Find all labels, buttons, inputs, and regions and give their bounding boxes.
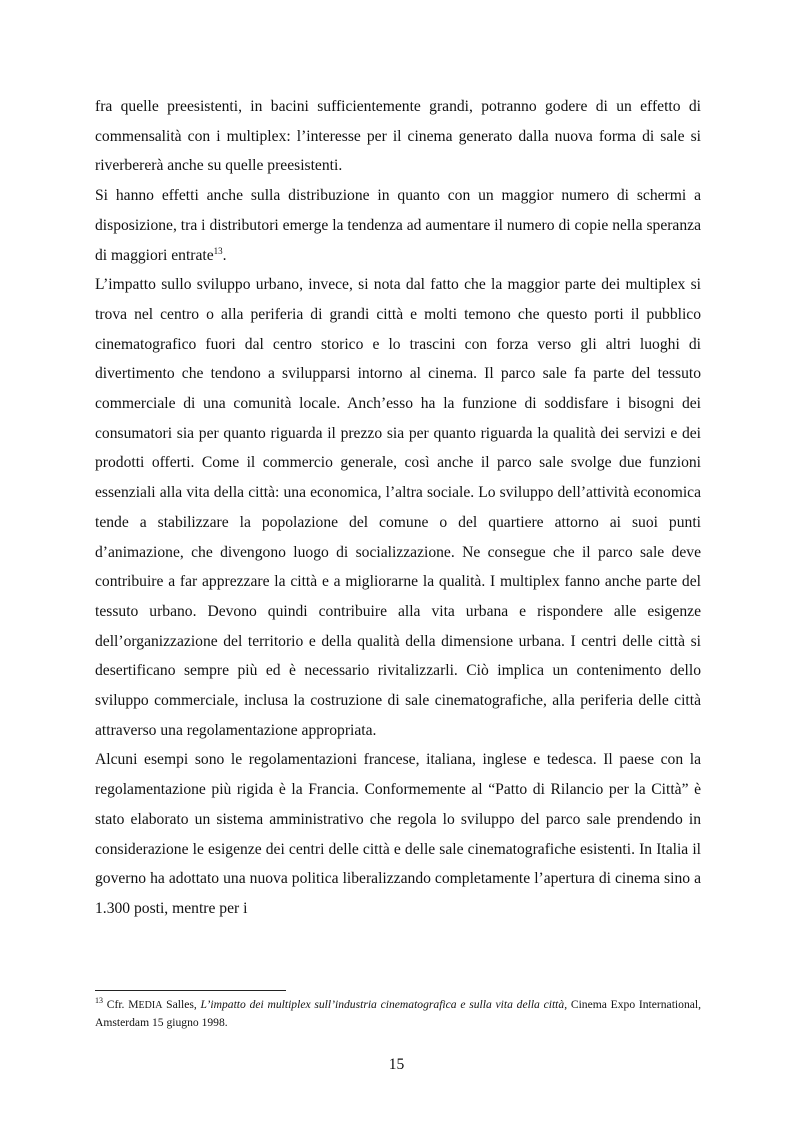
page-number: 15 — [388, 1056, 405, 1073]
paragraph-1: fra quelle preesistenti, in bacini sufficientemente grandi, potranno godere di un effetto di commensalità con i multiplex: l’interesse per il cinema generato dalla nuova forma di sale si riverbererà anche su quelle preesistenti. — [95, 98, 701, 175]
paragraph-2: Si hanno effetti anche sulla distribuzione in quanto con un maggior numero di schermi a disposizione, tra i distributori emerge la tendenza ad aumentare il numero di copie nella speranza di maggiori entrate$^{13}$. — [95, 187, 701, 264]
paragraph-4: Alcuni esempi sono le regolamentazioni francese, italiana, inglese e tedesca. Il paese con la regolamentazione più rigida è la Francia. Conformemente al “Patto di Rilancio per la Città” è stato elaborato un sistema amministrativo che regola lo sviluppo del parco sale prendendo in considerazione le esigenze dei centri delle città e delle sale cinematografiche esistenti. In Italia il governo ha adottato una nuova politica liberalizzando completamente l’apertura di cinema sino a 1.300 posti, mentre per i — [95, 751, 701, 917]
footnote: $^{13}$ Cfr. MEDIA Salles, L’impatto dei multiplex sull’industria cinematografica e sulla vita della città, Cinema Expo International, Amsterdam 15 giugno 1998. — [95, 996, 702, 1029]
body-text — [95, 92, 701, 924]
footnote-reference: 13 — [213, 245, 223, 256]
footnote-divider — [95, 990, 286, 991]
paragraph-3: L’impatto sullo sviluppo urbano, invece, si nota dal fatto che la maggior parte dei multiplex si trova nel centro o alla periferia di grandi città e molti temono che questo porti il pubblico cinematografico fuori dal centro storico e lo trascini con forza verso gli altri luoghi di divertimento che tendono a svilupparsi intorno al cinema. Il parco sale fa parte del tessuto commerciale di una comunità locale. Anch’esso ha la funzione di soddisfare i bisogni dei consumatori sia per quanto riguarda il prezzo sia per quanto riguarda la qualità dei servizi e dei prodotti offerti. Come il commercio generale, così anche il parco sale svolge due funzioni essenziali alla vita della città: una economica, l’altra sociale. Lo sviluppo dell’attività economica tende a stabilizzare la popolazione del comune o del quartiere attorno ai suoi punti d’animazione, che divengono luogo di socializzazione. Ne consegue che il parco sale deve contribuire a far apprezzare la città e a migliorarne la qualità. I multiplex fanno anche parte del tessuto urbano. Devono quindi contribuire alla vita urbana e rispondere alle esigenze dell’organizzazione del territorio e della qualità della dimensione urbana. I centri delle città si desertificano sempre più ed è necessario rivitalizzarli. Ciò implica un contenimento dello sviluppo commerciale, inclusa la costruzione di sale cinematografiche, alla periferia delle città attraverso una regolamentazione appropriata. — [95, 276, 701, 739]
footnote-number: 13 — [95, 996, 103, 1006]
footnote-title: L’impatto dei multiplex sull’industria cinematografica e sulla vita della città — [200, 998, 565, 1011]
